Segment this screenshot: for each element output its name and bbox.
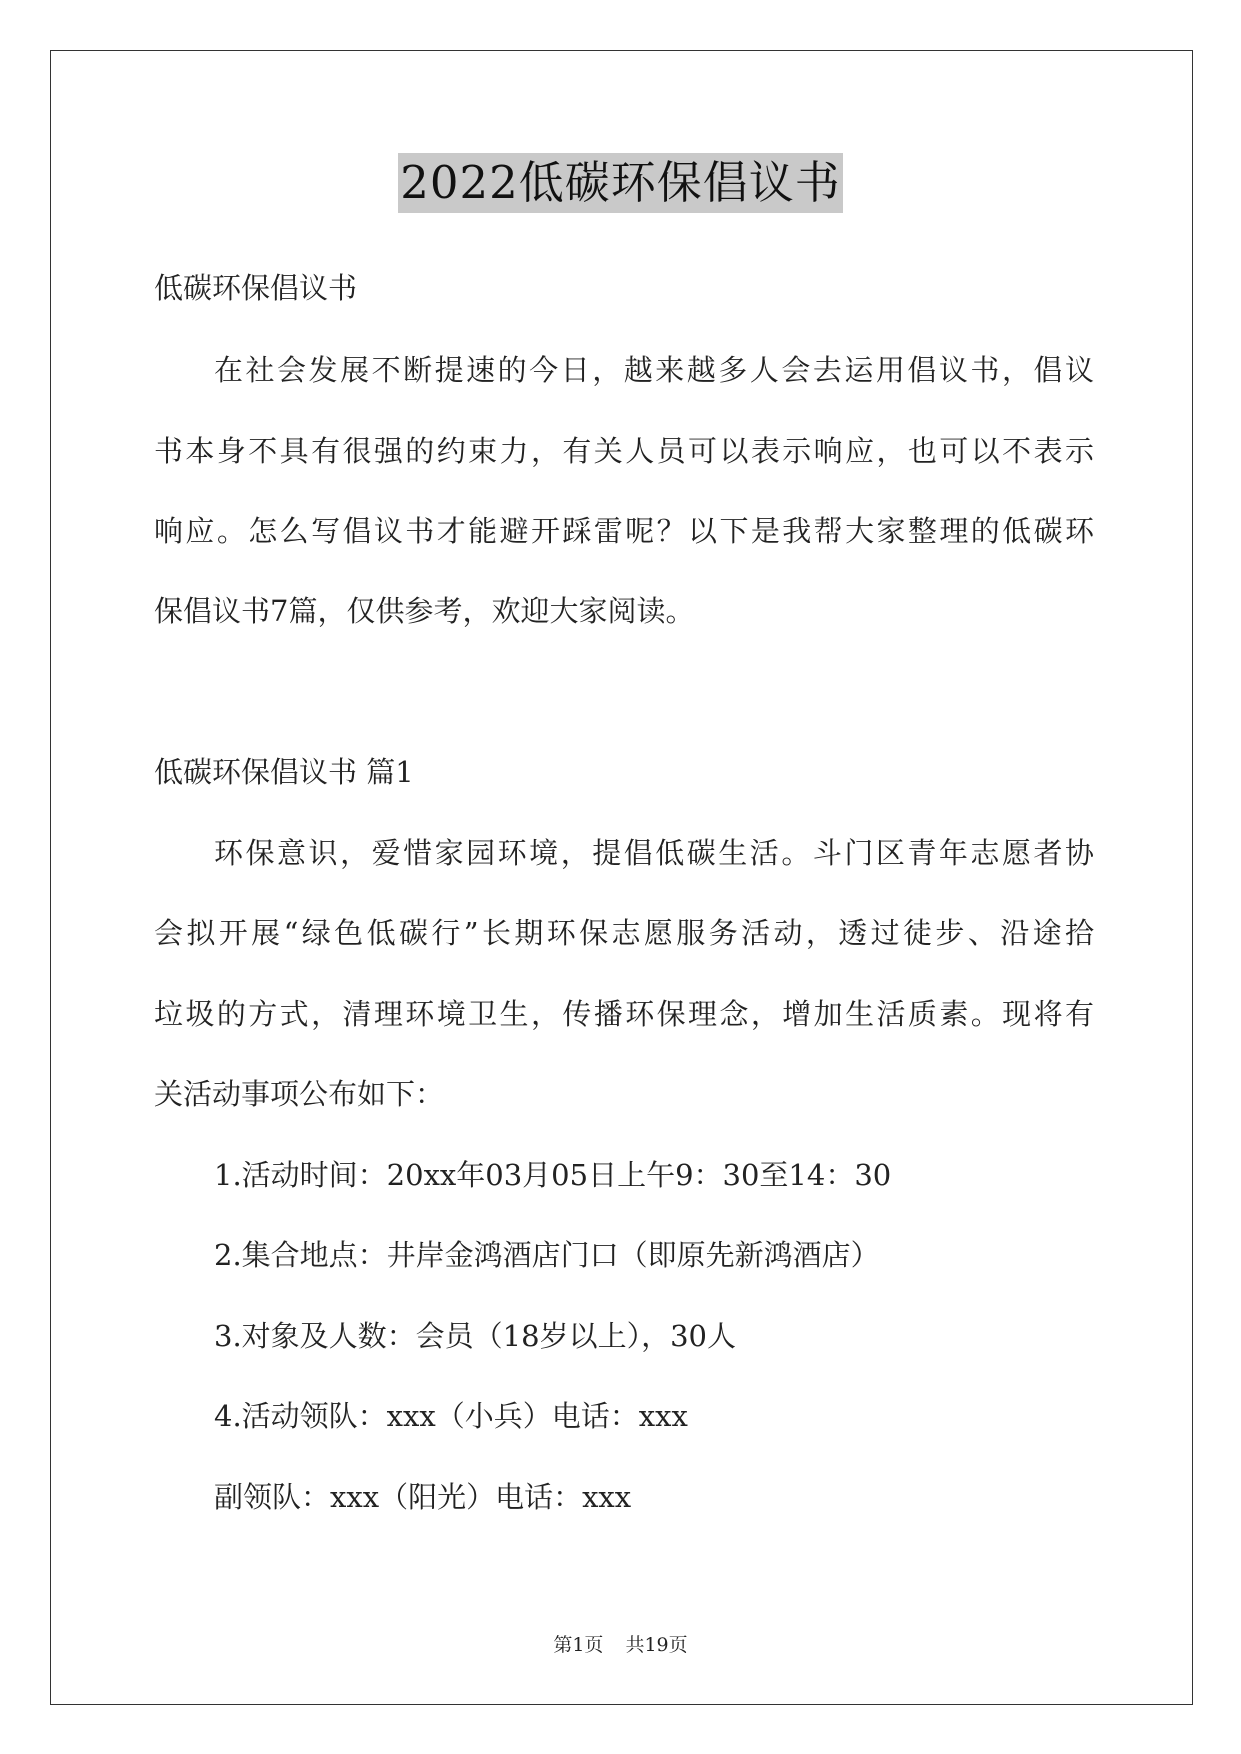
page-footer — [0, 1632, 1241, 1658]
intro-line-2: 书本身不具有很强的约束力，有关人员可以表示响应，也可以不表示 — [154, 434, 1094, 468]
list-item-participants: 3.对象及人数：会员（18岁以上），30人 — [214, 1319, 736, 1353]
section-line-3: 垃圾的方式，清理环境卫生，传播环保理念，增加生活质素。现将有 — [154, 997, 1094, 1031]
list-item-deputy-leader: 副领队：xxx（阳光）电话：xxx — [214, 1480, 632, 1514]
list-item-time: 1.活动时间：20xx年03月05日上午9：30至14：30 — [214, 1158, 892, 1192]
document-title: 2022低碳环保倡议书 — [398, 153, 843, 213]
section-line-1: 环保意识，爱惜家园环境，提倡低碳生活。斗门区青年志愿者协 — [214, 836, 1094, 870]
document-subtitle: 低碳环保倡议书 — [154, 271, 358, 305]
list-item-leader: 4.活动领队：xxx（小兵）电话：xxx — [214, 1399, 688, 1433]
intro-line-3: 响应。怎么写倡议书才能避开踩雷呢？以下是我帮大家整理的低碳环 — [154, 514, 1094, 548]
list-item-location: 2.集合地点：井岸金鸿酒店门口（即原先新鸿酒店） — [214, 1238, 880, 1272]
intro-line-4: 保倡议书7篇，仅供参考，欢迎大家阅读。 — [154, 594, 695, 628]
section-line-4: 关活动事项公布如下： — [154, 1077, 445, 1111]
section-line-2: 会拟开展“绿色低碳行”长期环保志愿服务活动，透过徒步、沿途拾 — [154, 916, 1094, 950]
intro-line-1: 在社会发展不断提速的今日，越来越多人会去运用倡议书，倡议 — [214, 353, 1094, 387]
section-heading: 低碳环保倡议书 篇1 — [154, 755, 414, 789]
title-container — [0, 153, 1241, 213]
page-total: 共19页 — [625, 1634, 688, 1656]
page-number: 第1页 — [553, 1634, 604, 1656]
